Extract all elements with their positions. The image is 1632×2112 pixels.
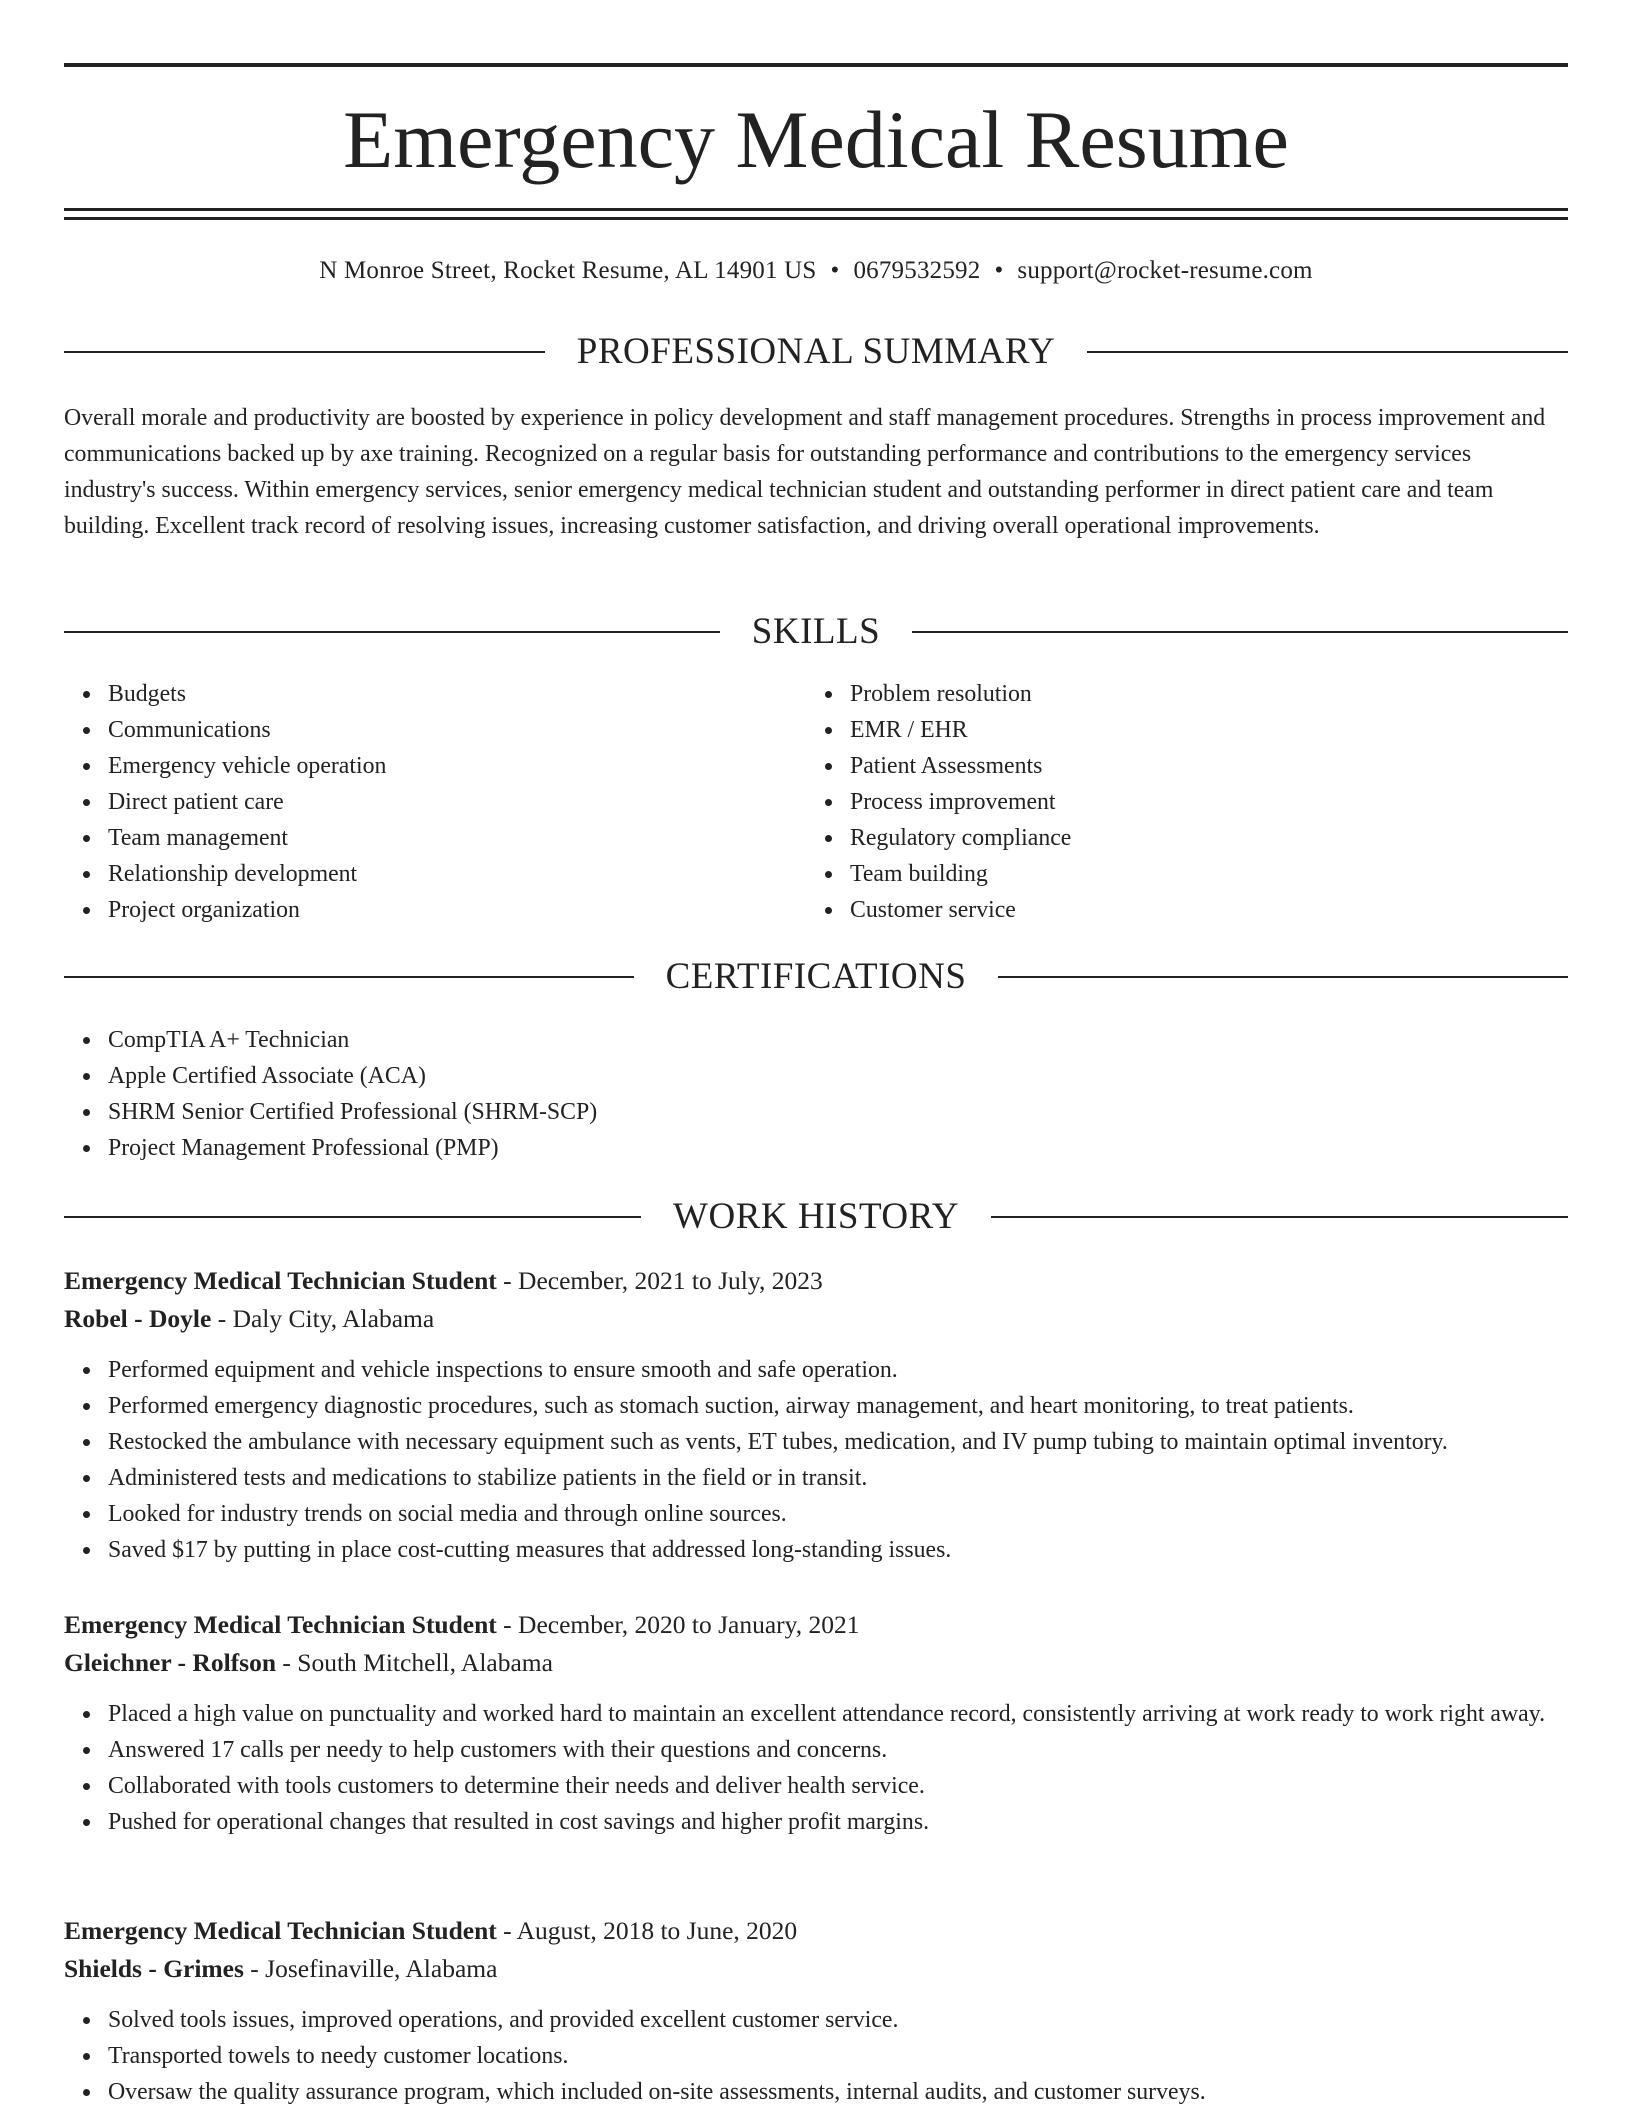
page-title: Emergency Medical Resume <box>343 94 1289 185</box>
skill-item: Problem resolution <box>850 676 1506 712</box>
job-company-line: Gleichner - Rolfson - South Mitchell, Alabama <box>64 1648 553 1677</box>
job-company: Gleichner - Rolfson <box>64 1648 277 1677</box>
section-title-work-history: WORK HISTORY <box>673 1196 959 1237</box>
skill-item: Communications <box>108 712 764 748</box>
job-entry <box>64 1262 1568 1568</box>
job-bullet: Performed emergency diagnostic procedures, such as stomach suction, airway management, and heart monitoring, to treat patients. <box>108 1388 1568 1424</box>
contact-separator: • <box>830 257 840 284</box>
job-bullet: Collaborated with tools customers to determine their needs and deliver health service. <box>108 1768 1568 1804</box>
skill-item: Team management <box>108 820 764 856</box>
job-title: Emergency Medical Technician Student <box>64 1610 497 1639</box>
skills-list-left <box>64 676 764 928</box>
section-rule <box>64 976 634 978</box>
top-rule <box>64 63 1568 67</box>
skill-item: Budgets <box>108 676 764 712</box>
job-bullet: Saved $17 by putting in place cost-cutting measures that addressed long-standing issues. <box>108 1532 1568 1568</box>
job-bullets <box>64 2002 1568 2110</box>
skill-item: Patient Assessments <box>850 748 1506 784</box>
skill-item: Relationship development <box>108 856 764 892</box>
section-header-certifications <box>64 955 1568 999</box>
job-company: Shields - Grimes <box>64 1954 244 1983</box>
certifications-block <box>64 1022 1568 1166</box>
job-dates: August, 2018 to June, 2020 <box>516 1916 798 1945</box>
skills-column-left <box>64 676 764 928</box>
title-double-rule <box>64 208 1568 220</box>
section-rule <box>998 976 1568 978</box>
contact-line <box>64 254 1568 288</box>
job-bullet: Solved tools issues, improved operations, and provided excellent customer service. <box>108 2002 1568 2038</box>
section-rule <box>64 631 720 633</box>
job-dates: December, 2021 to July, 2023 <box>518 1266 823 1295</box>
job-title: Emergency Medical Technician Student <box>64 1916 497 1945</box>
section-rule <box>912 631 1568 633</box>
job-bullet: Oversaw the quality assurance program, which included on-site assessments, internal audits, and customer surveys. <box>108 2074 1568 2110</box>
section-title-certifications: CERTIFICATIONS <box>665 956 967 997</box>
job-company: Robel - Doyle <box>64 1304 212 1333</box>
job-bullet: Administered tests and medications to stabilize patients in the field or in transit. <box>108 1460 1568 1496</box>
job-title: Emergency Medical Technician Student <box>64 1266 497 1295</box>
skill-item: Process improvement <box>850 784 1506 820</box>
job-bullet: Performed equipment and vehicle inspections to ensure smooth and safe operation. <box>108 1352 1568 1388</box>
skill-item: Customer service <box>850 892 1506 928</box>
job-title-line: Emergency Medical Technician Student - August, 2018 to June, 2020 <box>64 1916 798 1945</box>
job-bullet: Answered 17 calls per needy to help customers with their questions and concerns. <box>108 1732 1568 1768</box>
job-location: Josefinaville, Alabama <box>265 1954 498 1983</box>
skill-item: Regulatory compliance <box>850 820 1506 856</box>
skill-item: EMR / EHR <box>850 712 1506 748</box>
contact-email: support@rocket-resume.com <box>1017 257 1313 284</box>
certification-item: Apple Certified Associate (ACA) <box>108 1058 1568 1094</box>
job-entry <box>64 1912 1568 2110</box>
certification-item: Project Management Professional (PMP) <box>108 1130 1568 1166</box>
certifications-list <box>64 1022 1568 1166</box>
section-rule <box>1087 351 1568 353</box>
contact-phone: 0679532592 <box>853 257 981 284</box>
section-header-skills <box>64 610 1568 654</box>
job-bullet: Transported towels to needy customer locations. <box>108 2038 1568 2074</box>
skill-item: Emergency vehicle operation <box>108 748 764 784</box>
job-bullet: Placed a high value on punctuality and worked hard to maintain an excellent attendance record, consistently arriving at work ready to work right away. <box>108 1696 1568 1732</box>
skill-item: Team building <box>850 856 1506 892</box>
job-company-line: Robel - Doyle - Daly City, Alabama <box>64 1304 435 1333</box>
certification-item: SHRM Senior Certified Professional (SHRM-SCP) <box>108 1094 1568 1130</box>
section-title-skills: SKILLS <box>751 611 881 652</box>
section-rule <box>991 1216 1568 1218</box>
job-bullet: Pushed for operational changes that resulted in cost savings and higher profit margins. <box>108 1804 1568 1840</box>
job-bullets <box>64 1352 1568 1568</box>
job-entry <box>64 1606 1568 1840</box>
job-bullet: Restocked the ambulance with necessary equipment such as vents, ET tubes, medication, and IV pump tubing to maintain optimal inventory. <box>108 1424 1568 1460</box>
contact-separator: • <box>994 257 1004 284</box>
section-title-summary: PROFESSIONAL SUMMARY <box>576 331 1056 372</box>
certification-item: CompTIA A+ Technician <box>108 1022 1568 1058</box>
job-location: South Mitchell, Alabama <box>297 1648 553 1677</box>
skill-item: Direct patient care <box>108 784 764 820</box>
skills-list-right <box>806 676 1506 928</box>
skills-column-right <box>806 676 1506 928</box>
job-bullets <box>64 1696 1568 1840</box>
section-rule <box>64 351 545 353</box>
section-rule <box>64 1216 641 1218</box>
skill-item: Project organization <box>108 892 764 928</box>
job-title-line: Emergency Medical Technician Student - December, 2020 to January, 2021 <box>64 1610 860 1639</box>
job-location: Daly City, Alabama <box>232 1304 435 1333</box>
job-company-line: Shields - Grimes - Josefinaville, Alabama <box>64 1954 498 1983</box>
job-title-line: Emergency Medical Technician Student - December, 2021 to July, 2023 <box>64 1266 823 1295</box>
job-bullet: Looked for industry trends on social media and through online sources. <box>108 1496 1568 1532</box>
job-dates: December, 2020 to January, 2021 <box>518 1610 860 1639</box>
summary-text: Overall morale and productivity are boosted by experience in policy development and staff management procedures. Strengths in process improvement and communications backed up by axe training. Recognized on a regular basis for outstanding performance and contributions to the emergency services industry's success. Within emergency services, senior emergency medical technician student and outstanding performer in direct patient care and team building. Excellent track record of resolving issues, increasing customer satisfaction, and driving overall operational improvements. <box>64 405 1546 539</box>
contact-address: N Monroe Street, Rocket Resume, AL 14901 US <box>319 257 817 284</box>
section-header-work-history <box>64 1195 1568 1239</box>
section-header-summary <box>64 330 1568 374</box>
